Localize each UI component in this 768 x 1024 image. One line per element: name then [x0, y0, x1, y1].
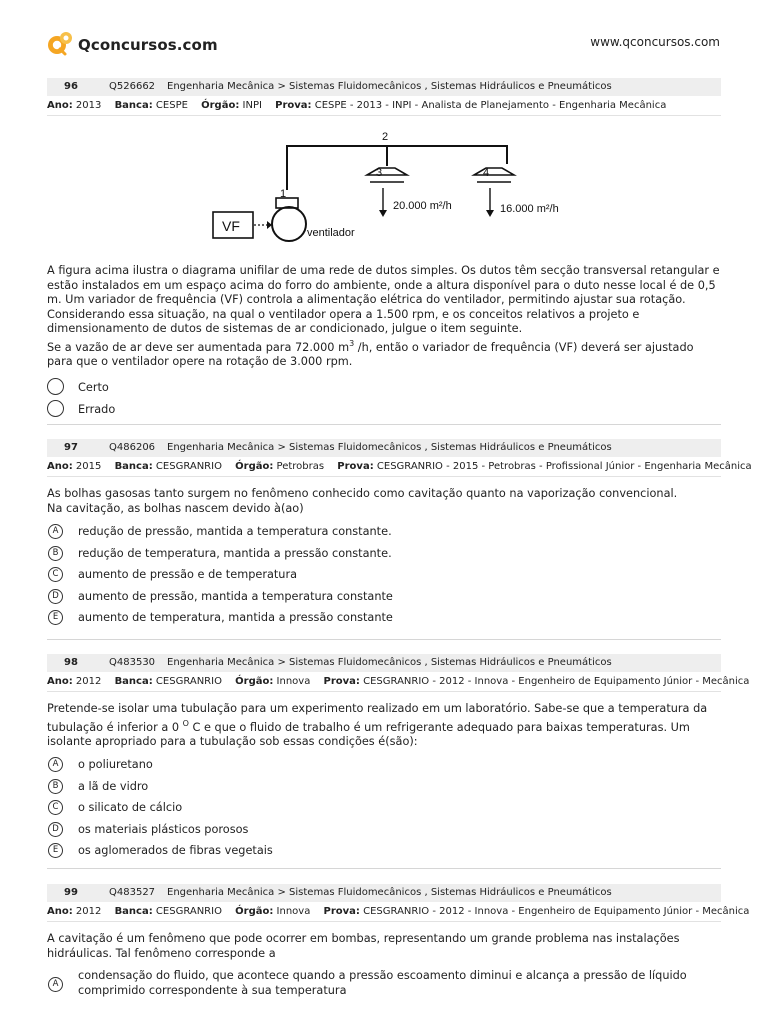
question-code[interactable]: Q483530: [109, 657, 156, 668]
superscript: 3: [349, 338, 355, 348]
option-text: aumento de pressão e de temperatura: [78, 568, 298, 581]
statement-text: As bolhas gasosas tanto surgem no fenômeno conhecido como cavitação quanto na vaporização convencional.: [47, 487, 678, 500]
year-value: 2012: [75, 676, 102, 687]
org-value: Innova: [276, 676, 311, 687]
option-letter-icon[interactable]: A: [48, 524, 63, 539]
question-code[interactable]: Q486206: [109, 442, 156, 453]
question-99: [47, 884, 750, 1001]
question-header: [47, 654, 721, 672]
question-subject: Engenharia Mecânica > Sistemas Fluidomecânicos , Sistemas Hidráulicos e Pneumáticos: [167, 81, 612, 92]
question-statement: [47, 702, 721, 749]
option-text: o poliuretano: [78, 758, 153, 772]
duct-network-diagram: [210, 124, 570, 249]
question-meta: [47, 96, 721, 116]
node-2-label: 2: [382, 131, 389, 143]
logo-text: Qconcursos.com: [78, 36, 218, 54]
question-statement: [47, 264, 721, 369]
node-4-label: 4: [483, 167, 490, 179]
option-certo[interactable]: [47, 377, 721, 399]
question-98: [47, 654, 750, 862]
org-label: Órgão:: [235, 676, 274, 687]
site-logo[interactable]: [46, 30, 246, 60]
statement-text: /h, então o variador de frequência (VF) deverá ser ajustado para que o ventilador opere na rotação de 3.000 rpm.: [47, 340, 694, 368]
option-letter-icon[interactable]: C: [48, 567, 63, 582]
site-url[interactable]: www.qconcursos.com: [590, 35, 720, 49]
exam-label: Prova:: [323, 676, 360, 687]
question-meta: [47, 457, 752, 477]
year-label: Ano:: [47, 100, 73, 111]
question-divider: [47, 639, 721, 640]
node-3-label: 3: [376, 167, 383, 179]
option-text: condensação do fluido, que acontece quando a pressão escoamento diminui e alcança a pressão de líquido comprimido correspondente à sua temperatura: [78, 969, 687, 997]
option-e[interactable]: [47, 840, 721, 862]
exam-value: CESPE - 2013 - INPI - Analista de Planejamento - Engenharia Mecânica: [314, 100, 667, 111]
org-value: Innova: [276, 906, 311, 917]
vf-label: VF: [222, 218, 240, 234]
year-label: Ano:: [47, 906, 73, 917]
option-letter-icon[interactable]: A: [48, 977, 63, 992]
option-text: Errado: [78, 402, 116, 416]
question-97: [47, 439, 752, 629]
option-text: Certo: [78, 381, 109, 395]
org-value: INPI: [242, 100, 262, 111]
statement-text: Na cavitação, as bolhas nascem devido à(ao): [47, 501, 304, 515]
year-value: 2013: [75, 100, 102, 111]
option-text: os materiais plásticos porosos: [78, 822, 249, 836]
flow-3-label: 20.000 m²/h: [393, 200, 452, 212]
year-label: Ano:: [47, 461, 73, 472]
answer-options: [47, 377, 721, 420]
bank-label: Banca:: [114, 676, 153, 687]
answer-options: [47, 967, 721, 1001]
option-text: redução de pressão, mantida a temperatura constante.: [78, 525, 392, 538]
answer-options: [47, 521, 721, 629]
option-e[interactable]: [47, 607, 721, 629]
org-value: Petrobras: [276, 461, 325, 472]
question-number: 99: [64, 887, 78, 898]
statement-text: A figura acima ilustra o diagrama unifilar de uma rede de dutos simples. Os dutos têm secção transversal retangular e estão instalados em um espaço acima do forro do ambiente, onde a altura disponível para o duto nesse local é de 0,5 m. Um variador de frequência (VF) controla a alimentação elétrica do ventilador, permitindo ajustar sua rotação. Considerando essa situação, na qual o ventilador opera a 1.500 rpm, e os conceitos relativos a projeto e dimensionamento de dutos de sistemas de ar condicionado, julgue o item seguinte.: [47, 264, 720, 335]
question-divider: [47, 424, 721, 425]
question-meta: [47, 672, 750, 692]
option-c[interactable]: [47, 797, 721, 819]
question-statement: [47, 487, 721, 516]
question-header: [47, 439, 721, 457]
question-meta: [47, 902, 750, 922]
question-code[interactable]: Q526662: [109, 81, 156, 92]
option-text: os aglomerados de fibras vegetais: [78, 844, 273, 858]
question-number: 98: [64, 657, 78, 668]
answer-options: [47, 754, 721, 862]
bank-value: CESGRANRIO: [155, 461, 222, 472]
question-divider: [47, 868, 721, 869]
option-d[interactable]: [47, 586, 721, 608]
question-header: [47, 884, 721, 902]
option-text: aumento de temperatura, mantida a pressão constante: [78, 611, 393, 624]
question-subject: Engenharia Mecânica > Sistemas Fluidomecânicos , Sistemas Hidráulicos e Pneumáticos: [167, 887, 612, 898]
option-c[interactable]: [47, 564, 721, 586]
option-letter-icon[interactable]: E: [48, 610, 63, 625]
option-letter-icon[interactable]: B: [48, 779, 63, 794]
bank-value: CESGRANRIO: [155, 676, 222, 687]
option-text: o silicato de cálcio: [78, 801, 183, 815]
org-label: Órgão:: [235, 906, 274, 917]
option-text: redução de temperatura, mantida a pressão constante.: [78, 546, 392, 560]
radio-circle-icon[interactable]: [47, 400, 64, 417]
year-value: 2015: [75, 461, 102, 472]
exam-value: CESGRANRIO - 2012 - Innova - Engenheiro de Equipamento Júnior - Mecânica: [363, 676, 750, 687]
option-d[interactable]: [47, 819, 721, 841]
question-statement: [47, 932, 721, 961]
option-b[interactable]: [47, 543, 721, 565]
option-letter-icon[interactable]: D: [48, 822, 63, 837]
exam-label: Prova:: [337, 461, 374, 472]
bank-label: Banca:: [114, 906, 153, 917]
statement-text: A cavitação é um fenômeno que pode ocorrer em bombas, representando um grande problema nas instalações hidráulicas. Tal fenômeno corresponde a: [47, 932, 680, 960]
page-header: [0, 0, 768, 70]
radio-circle-icon[interactable]: [47, 378, 64, 395]
question-number: 97: [64, 442, 78, 453]
question-subject: Engenharia Mecânica > Sistemas Fluidomecânicos , Sistemas Hidráulicos e Pneumáticos: [167, 657, 612, 668]
option-a[interactable]: [47, 967, 721, 1001]
option-letter-icon[interactable]: A: [48, 757, 63, 772]
exam-label: Prova:: [323, 906, 360, 917]
question-subject: Engenharia Mecânica > Sistemas Fluidomecânicos , Sistemas Hidráulicos e Pneumáticos: [167, 442, 612, 453]
option-a[interactable]: [47, 521, 721, 543]
year-value: 2012: [75, 906, 102, 917]
question-header: [47, 78, 721, 96]
option-text: a lã de vidro: [78, 779, 149, 793]
year-label: Ano:: [47, 676, 73, 687]
flow-4-label: 16.000 m²/h: [500, 203, 559, 215]
option-a[interactable]: [47, 754, 721, 776]
org-label: Órgão:: [201, 100, 240, 111]
question-number: 96: [64, 81, 78, 92]
superscript: O: [182, 718, 189, 728]
statement-text: C e que o fluido de trabalho é um refrigerante adequado para baixas temperaturas. Um isolante apropriado para a tubulação sob essas condições é(são):: [47, 720, 690, 748]
qconcursos-logo-icon: [46, 30, 74, 58]
node-1-label: 1: [280, 188, 287, 200]
option-text: aumento de pressão, mantida a temperatura constante: [78, 589, 393, 603]
option-letter-icon[interactable]: C: [48, 800, 63, 815]
statement-text: Pretende-se isolar uma tubulação para um experimento realizado em um laboratório. Sabe-se que a temperatura da tubulação é inferior a 0: [47, 702, 708, 734]
statement-text: Se a vazão de ar deve ser aumentada para 72.000 m: [47, 340, 350, 354]
fan-label: ventilador: [307, 227, 355, 239]
exam-value: CESGRANRIO - 2015 - Petrobras - Profissional Júnior - Engenharia Mecânica: [376, 461, 752, 472]
bank-label: Banca:: [114, 461, 153, 472]
option-errado[interactable]: [47, 399, 721, 421]
exam-label: Prova:: [275, 100, 312, 111]
exam-value: CESGRANRIO - 2012 - Innova - Engenheiro de Equipamento Júnior - Mecânica: [363, 906, 750, 917]
bank-value: CESGRANRIO: [155, 906, 222, 917]
bank-value: CESPE: [155, 100, 188, 111]
question-code[interactable]: Q483527: [109, 887, 156, 898]
org-label: Órgão:: [235, 461, 274, 472]
option-letter-icon[interactable]: D: [48, 589, 63, 604]
option-letter-icon[interactable]: B: [48, 546, 63, 561]
question-96: [47, 78, 721, 116]
bank-label: Banca:: [114, 100, 153, 111]
option-b[interactable]: [47, 776, 721, 798]
option-letter-icon[interactable]: E: [48, 843, 63, 858]
question-96-body: [47, 264, 721, 420]
